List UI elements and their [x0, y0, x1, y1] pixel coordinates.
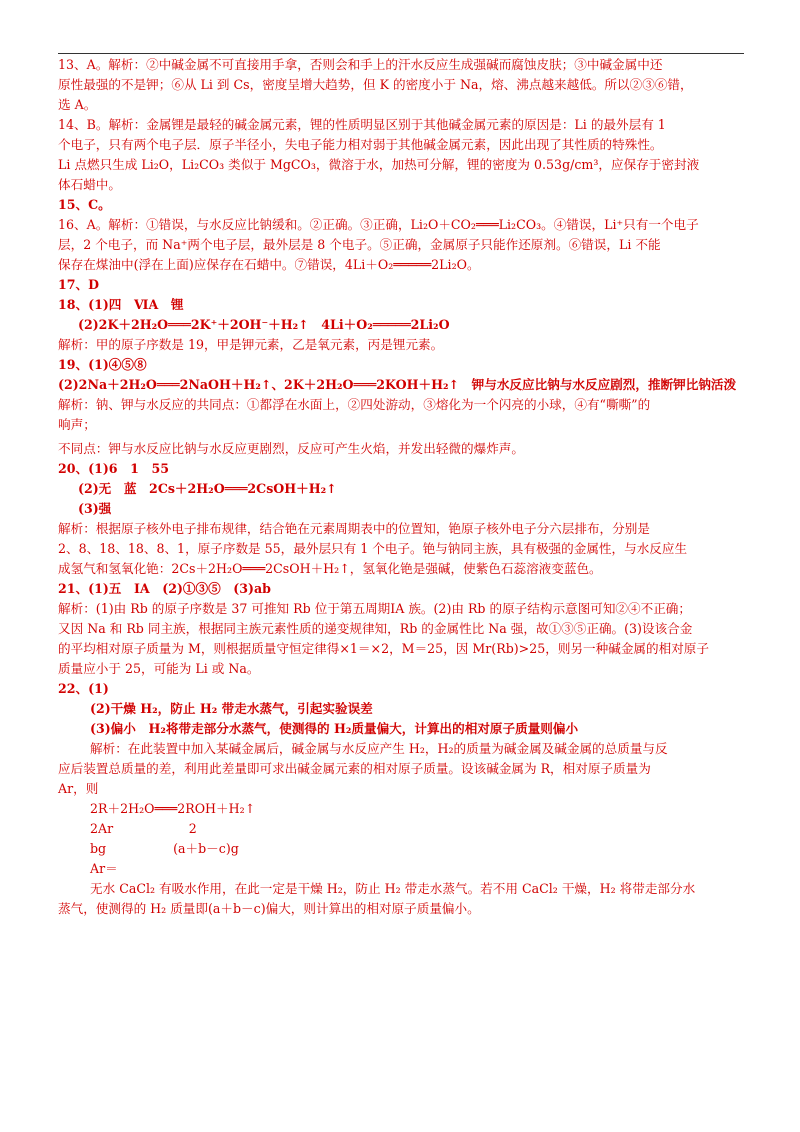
q13-line: 原性最强的不是钾；⑥从 Li 到 Cs，密度呈增大趋势，但 K 的密度小于 Na，熔、沸点越来越低。所以②③⑥错， — [58, 77, 693, 92]
q14-line: 个电子，只有两个电子层．原子半径小，失电子能力相对弱于其他碱金属元素，因此出现了其性质的特殊性。 — [58, 137, 663, 152]
q21-explanation: 解析：(1)由 Rb 的原子序数是 37 可推知 Rb 位于第五周期ⅠA 族。(2)由 Rb 的原子结构示意图可知②④不正确； — [58, 601, 691, 616]
q18-answer: 18、(1)四 ⅥA 锂 — [58, 297, 184, 312]
q13-line: 选 A。 — [58, 97, 97, 112]
q22-equation: bg (a＋b－c)g — [90, 841, 239, 856]
q22-equation: 2Ar 2 — [90, 821, 197, 836]
q20-answer: 20、(1)6 1 55 — [58, 461, 170, 476]
q22-answer: (3)偏小 H₂将带走部分水蒸气，使测得的 H₂质量偏大，计算出的相对原子质量则偏小 — [90, 721, 579, 736]
q15-answer: 15、C。 — [58, 197, 111, 212]
q22-equation: Ar＝ — [90, 861, 118, 876]
q16-line: 保存在煤油中(浮在上面)应保存在石蜡中。⑦错误，4Li＋O₂═════2Li₂O。 — [58, 257, 480, 272]
q13-line: 13、A。解析：②中碱金属不可直接用手拿，否则会和手上的汗水反应生成强碱而腐蚀皮肤；③中碱金属中还 — [58, 57, 663, 72]
q19-explanation: 不同点：钾与水反应比钠与水反应更剧烈，反应可产生火焰，并发出轻微的爆炸声。 — [58, 441, 524, 456]
answer-content — [58, 55, 744, 919]
q22-explanation: 无水 CaCl₂ 有吸水作用，在此一定是干燥 H₂，防止 H₂ 带走水蒸气。若不用 CaCl₂ 干燥，H₂ 将带走部分水 — [90, 881, 696, 896]
q19-explanation: 解析：钠、钾与水反应的共同点：①都浮在水面上，②四处游动，③熔化为一个闪亮的小球，④有“嘶嘶”的 — [58, 397, 651, 412]
q21-explanation: 的平均相对原子质量为 M，则根据质量守恒定律得×1＝×2，M＝25，因 Mr(Rb)>25，则另一种碱金属的相对原子 — [58, 641, 709, 656]
q20-explanation: 2、8、18、18、8、1，原子序数是 55，最外层只有 1 个电子。铯与钠同主族，具有极强的金属性，与水反应生 — [58, 541, 688, 556]
q18-explanation: 解析：甲的原子序数是 19，甲是钾元素，乙是氧元素，丙是锂元素。 — [58, 337, 444, 352]
q19-explanation: 响声； — [58, 417, 96, 432]
q20-explanation: 成氢气和氢氧化铯：2Cs＋2H₂O═══2CsOH＋H₂↑，氢氧化铯是强碱，使紫色石蕊溶液变蓝色。 — [58, 561, 602, 576]
q21-answer: 21、(1)五 ⅠA (2)①③⑤ (3)ab — [58, 581, 271, 596]
q22-explanation: 蒸气，使测得的 H₂ 质量即(a＋b－c)偏大，则计算出的相对原子质量偏小。 — [58, 901, 480, 916]
q16-line: 层，2 个电子，而 Na⁺两个电子层，最外层是 8 个电子。⑤正确，金属原子只能作还原剂。⑥错误，Li 不能 — [58, 237, 661, 252]
q22-equation: 2R＋2H₂O═══2ROH＋H₂↑ — [90, 801, 256, 816]
q14-line: 体石蜡中。 — [58, 177, 121, 192]
q22-explanation: 解析：在此装置中加入某碱金属后，碱金属与水反应产生 H₂，H₂的质量为碱金属及碱金属的总质量与反 — [90, 741, 668, 756]
q18-answer: (2)2K＋2H₂O═══2K⁺＋2OH⁻＋H₂↑ 4Li＋O₂═════2Li₂O — [78, 317, 450, 332]
q14-line: 14、B。解析：金属锂是最轻的碱金属元素，锂的性质明显区别于其他碱金属元素的原因是：Li 的最外层有 1 — [58, 117, 666, 132]
q20-answer: (2)无 蓝 2Cs＋2H₂O═══2CsOH＋H₂↑ — [78, 481, 337, 496]
q22-explanation: 应后装置总质量的差，利用此差量即可求出碱金属元素的相对原子质量。设该碱金属为 R，相对原子质量为 — [58, 761, 651, 776]
q19-answer: 19、(1)④⑤⑧ — [58, 357, 147, 372]
header-rule — [58, 53, 744, 54]
q14-line: Li 点燃只生成 Li₂O，Li₂CO₃ 类似于 MgCO₃，微溶于水，加热可分解，锂的密度为 0.53g/cm³，应保存于密封液 — [58, 157, 700, 172]
q21-explanation: 又因 Na 和 Rb 同主族，根据同主族元素性质的递变规律知，Rb 的金属性比 Na 强，故①③⑤正确。(3)设该合金 — [58, 621, 693, 636]
q22-explanation: Ar，则 — [58, 781, 99, 796]
q17-answer: 17、D — [58, 277, 100, 292]
q20-explanation: 解析：根据原子核外电子排布规律，结合铯在元素周期表中的位置知，铯原子核外电子分六层排布，分别是 — [58, 521, 650, 536]
q16-line: 16、A。解析：①错误，与水反应比钠缓和。②正确。③正确，Li₂O＋CO₂═══Li₂CO₃。④错误，Li⁺只有一个电子 — [58, 217, 699, 232]
q22-answer: (2)干燥 H₂，防止 H₂ 带走水蒸气，引起实验误差 — [90, 701, 373, 716]
q21-explanation: 质量应小于 25，可能为 Li 或 Na。 — [58, 661, 260, 676]
q19-answer: (2)2Na＋2H₂O═══2NaOH＋H₂↑、2K＋2H₂O═══2KOH＋H₂↑ 钾与水反应比钠与水反应剧烈，推断钾比钠活泼 — [58, 377, 737, 392]
q22-answer: 22、(1) — [58, 681, 109, 696]
q20-answer: (3)强 — [78, 501, 112, 516]
